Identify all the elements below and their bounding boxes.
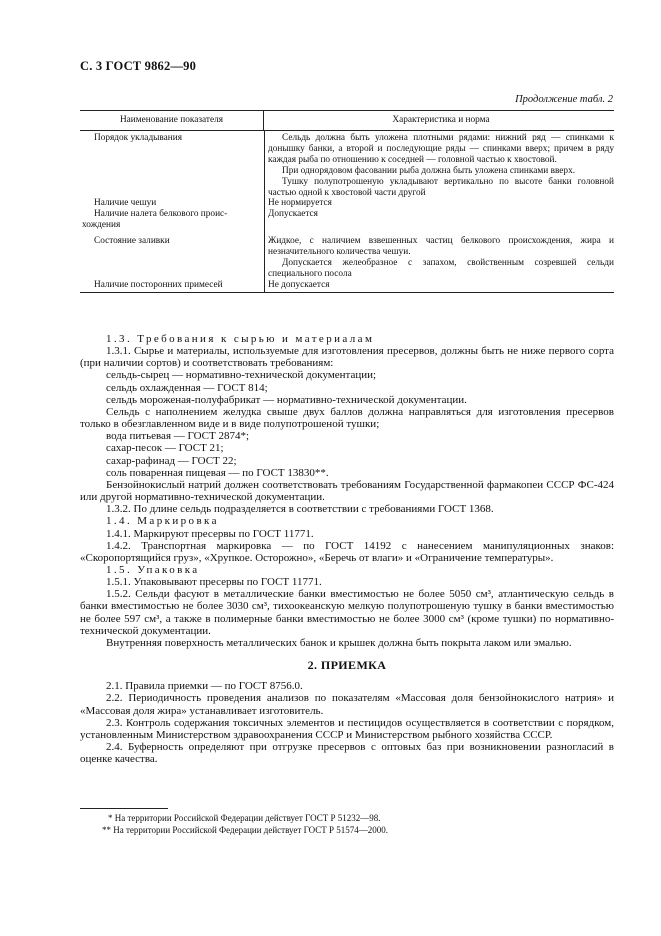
table-column-divider — [264, 131, 265, 292]
table-cell-paragraph: Не нормируется — [268, 198, 332, 209]
paragraph: 1.4.2. Транспортная маркировка — по ГОСТ 14192 с нанесением манипуляционных знаков: «Скоропортящийся груз», «Хрупкое. Осторожно», «Беречь от влаги» и «Ограничение температуры». — [80, 539, 614, 564]
table-header-row — [80, 110, 614, 131]
paragraph: Внутренняя поверхность металлических банок и крышек должна быть покрыта лаком или эмалью. — [106, 636, 572, 649]
table-cell-value — [264, 280, 614, 291]
chapter-heading: 2. ПРИЕМКА — [307, 658, 387, 673]
table-cell-name-line: хождения — [82, 220, 121, 231]
paragraph: 1.3.1. Сырье и материалы, используемые для изготовления пресервов, должны быть не ниже первого сорта (при наличии сортов) и соответствовать требованиям: — [80, 345, 614, 370]
paragraph: сельдь-сырец — нормативно-технической документации; — [106, 369, 377, 382]
paragraph: соль поваренная пищевая — по ГОСТ 13830**. — [106, 466, 329, 479]
body-text — [80, 333, 614, 765]
page-header: С. 3 ГОСТ 9862—90 — [80, 59, 197, 73]
paragraph: 1.3.2. По длине сельдь подразделяется в соответствии с требованиями ГОСТ 1368. — [106, 503, 494, 516]
table-cell-paragraph: Не допускается — [268, 279, 330, 290]
table-cell-paragraph: Допускается — [268, 209, 318, 220]
table-cell-name: Наличие посторонних примесей — [94, 279, 223, 290]
table-cell-name: Состояние заливки — [94, 236, 170, 247]
characteristics-table — [80, 110, 614, 293]
table-row — [80, 280, 614, 291]
footnote: * На территории Российской Федерации действует ГОСТ Р 51232—98. — [108, 813, 381, 823]
paragraph: Бензойнокислый натрий должен соответствовать требованиям Государственной фармакопеи СССР ФС-424 или другой нормативно-технической документации. — [80, 478, 614, 504]
paragraph: 2.3. Контроль содержания токсичных элементов и пестицидов осуществляется в соответствии с порядком, установленным Министерством здравоохранения СССР и Министерством рыбного хозяйства СССР. — [80, 716, 614, 741]
table-cell-value — [264, 209, 614, 231]
paragraph: 2.1. Правила приемки — по ГОСТ 8756.0. — [106, 680, 303, 693]
paragraph: сельдь охлажденная — ГОСТ 814; — [106, 381, 268, 394]
table-cell-name: Наличие чешуи — [94, 198, 157, 209]
footnote: ** На территории Российской Федерации действует ГОСТ Р 51574—2000. — [102, 824, 388, 835]
table-cell-paragraph: При однорядовом фасовании рыба должна быть уложена спинками вверх. — [282, 165, 576, 176]
table-header-value: Характеристика и норма — [392, 115, 490, 126]
table-cell-paragraph: Сельдь должна быть уложена плотными рядами: нижний ряд — спинками к донышку банки, а второй и последующие ряды — спинками вверх; причем в ряду каждая рыба по отношению к соседней — головной частью к хвостовой. — [268, 133, 614, 165]
table-body — [80, 131, 614, 293]
table-cell-name — [80, 209, 264, 231]
section-heading: 1.3. Требования к сырью и материалам — [106, 333, 375, 345]
paragraph: Сельдь с наполнением желудка свыше двух баллов должна направляться для изготовления пресервов только в обезглавленном виде и в виде полупотрошеной тушки; — [80, 405, 614, 431]
table-cell-value — [264, 236, 614, 280]
paragraph: вода питьевая — ГОСТ 2874*; — [106, 430, 250, 443]
paragraph: 2.4. Буферность определяют при отгрузке пресервов с оптовых баз при возникновении разногласий в оценке качества. — [80, 741, 614, 766]
paragraph: сельдь мороженая-полуфабрикат — нормативно-технической документации. — [106, 393, 467, 406]
footnotes — [80, 813, 614, 836]
table-continuation-label: Продолжение табл. 2 — [515, 94, 613, 105]
section-heading: 1.5. Упаковка — [106, 563, 200, 576]
table-row — [80, 133, 614, 198]
table-cell-paragraph: Тушку полупотрошеную укладывают вертикально по высоте банки головной частью одной к хвостовой части другой — [268, 176, 614, 198]
paragraph: сахар-рафинад — ГОСТ 22; — [106, 454, 237, 467]
footnote-separator — [80, 808, 168, 809]
table-cell-name-line: Наличие налета белкового проис- — [94, 209, 228, 220]
table-cell-value — [264, 198, 614, 209]
table-cell-value — [264, 133, 614, 198]
paragraph: 1.5.1. Упаковывают пресервы по ГОСТ 11771. — [106, 576, 322, 589]
table-row — [80, 198, 614, 209]
paragraph: 1.4.1. Маркируют пресервы по ГОСТ 11771. — [106, 527, 314, 540]
paragraph: сахар-песок — ГОСТ 21; — [106, 442, 224, 455]
table-cell-name: Порядок укладывания — [94, 133, 183, 143]
paragraph: 1.5.2. Сельди фасуют в металлические банки вместимостью не более 5050 см³, атлантическую сельдь в банки вместимостью не более 3030 см³, тихоокеанскую мелкую полупотрошеную тушку в банки вместимостью не более 597 см³, а также в полимерные банки вместимостью не более 3000 см³ (кроме тушки) по нормативно-технической документации. — [80, 588, 614, 637]
table-cell-paragraph: Допускается желеобразное с запахом, свойственным созревшей сельди специального посола — [268, 257, 614, 279]
section-heading: 1.4. Маркировка — [106, 515, 219, 528]
table-cell-paragraph: Жидкое, с наличием взвешенных частиц белкового происхождения, жира и незначительного количества чешуи. — [268, 236, 614, 258]
table-header-name: Наименование показателя — [80, 111, 264, 130]
table-row — [80, 209, 614, 231]
table-row — [80, 236, 614, 280]
paragraph: 2.2. Периодичность проведения анализов по показателям «Массовая доля бензойнокислого натрия» и «Массовая доля жира» устанавливает изготовитель. — [80, 692, 614, 717]
